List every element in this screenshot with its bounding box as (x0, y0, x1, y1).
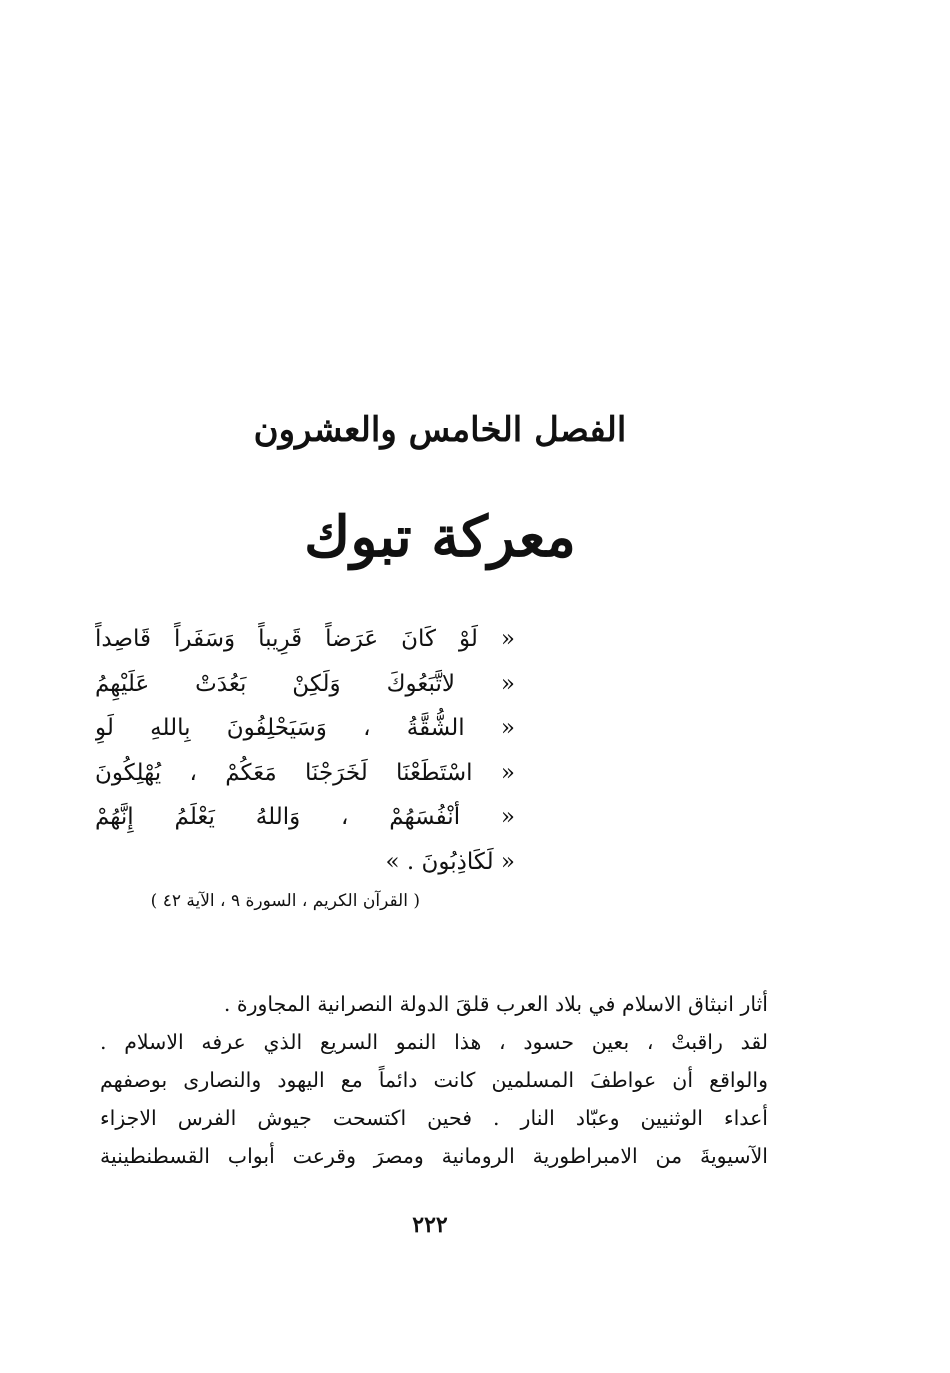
body-line: أعداء الوثنيين وعبّاد النار . فحين اكتسحت جيوش الفرس الاجزاء (100, 1106, 768, 1130)
quran-verse (95, 617, 515, 884)
verse-citation: ( القرآن الكريم ، السورة ٩ ، الآية ٤٢ ) (150, 891, 420, 911)
body-line: والواقع أن عواطفَ المسلمين كانت دائماً مع اليهود والنصارى بوصفهم (100, 1068, 768, 1092)
body-line: لقد راقبتْ ، بعين حسود ، هذا النمو السريع الذي عرفه الاسلام . (100, 1030, 768, 1054)
verse-line: « لاتَّبَعُوكَ وَلَكِنْ بَعُدَتْ عَلَيْهِمُ (95, 670, 515, 697)
body-paragraph (100, 985, 768, 1175)
chapter-title: معركة تبوك (304, 504, 576, 570)
verse-line: « أنْفُسَهُمْ ، وَاللهُ يَعْلَمُ إِنَّهُمْ (95, 804, 515, 830)
verse-line: « لَوْ كَانَ عَرَضاً قَرِيباً وَسَفَراً قَاصِداً (95, 626, 515, 652)
verse-line: « اسْتَطَعْنَا لَخَرَجْنَا مَعَكُمْ ، يُهْلِكُونَ (95, 759, 515, 786)
verse-line: « لَكَاذِبُونَ . » (385, 848, 515, 875)
body-line: الآسيويةَ من الامبراطورية الرومانية ومصرَ وقرعت أبواب القسطنطينية (100, 1144, 768, 1168)
chapter-heading: الفصل الخامس والعشرون (253, 410, 627, 450)
verse-line: « الشُّقَّةُ ، وَسَيَحْلِفُونَ بِاللهِ لَوِ (95, 715, 515, 741)
page-number: ٢٢٢ (412, 1212, 448, 1238)
body-line: أثار انبثاق الاسلام في بلاد العرب قلقَ الدولة النصرانية المجاورة . (223, 992, 768, 1016)
